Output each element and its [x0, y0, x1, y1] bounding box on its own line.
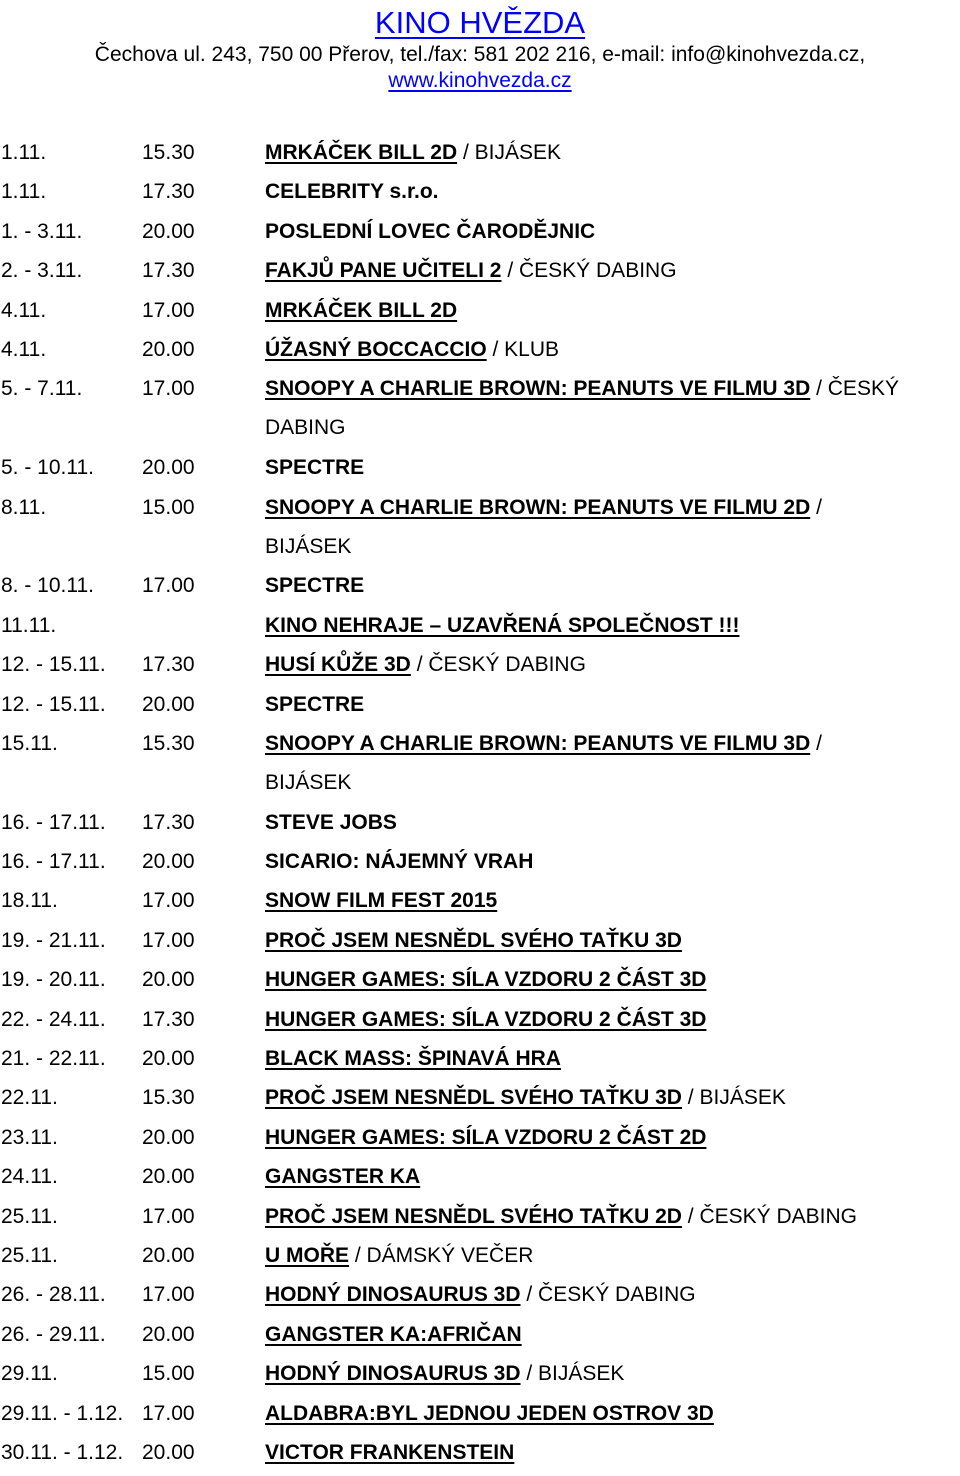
- film-entry: [265, 137, 561, 169]
- film-title: HODNÝ DINOSAURUS 3D: [265, 1362, 521, 1386]
- program-row: [0, 176, 960, 215]
- film-title: GANGSTER KA:AFRIČAN: [265, 1322, 522, 1346]
- film-title: SNOOPY A CHARLIE BROWN: PEANUTS VE FILMU 3D: [265, 377, 811, 401]
- screening-date: 11.11.: [1, 613, 57, 637]
- screening-date: 29.11. - 1.12.: [1, 1401, 124, 1425]
- film-title: HUNGER GAMES: SÍLA VZDORU 2 ČÁST 3D: [265, 968, 707, 992]
- screening-time: 17.00: [142, 928, 195, 952]
- screening-date: 19. - 20.11.: [1, 968, 106, 992]
- screening-date: 29.11.: [1, 1362, 58, 1386]
- film-note: / BIJÁSEK: [520, 1362, 625, 1386]
- film-note: / ČESKÝ DABING: [410, 653, 586, 677]
- program-row: [0, 1319, 960, 1358]
- film-title: HUNGER GAMES: SÍLA VZDORU 2 ČÁST 3D: [265, 1007, 707, 1031]
- film-note: / BIJÁSEK: [457, 141, 561, 164]
- film-title: CELEBRITY s.r.o.: [265, 180, 439, 204]
- screening-date: 25.11.: [1, 1243, 58, 1267]
- film-entry: [265, 570, 364, 602]
- film-entry: [265, 1437, 514, 1469]
- film-note-continued: BIJÁSEK: [265, 770, 352, 794]
- film-entry: [265, 1240, 533, 1272]
- screening-date: 1.11.: [1, 141, 47, 164]
- film-title: MRKÁČEK BILL 2D: [265, 141, 458, 164]
- program-row: [0, 925, 960, 964]
- film-title: POSLEDNÍ LOVEC ČARODĚJNIC: [265, 219, 596, 243]
- film-entry: [265, 295, 457, 327]
- screening-time: 20.00: [142, 1125, 195, 1149]
- screening-date: 15.11.: [1, 731, 58, 755]
- film-title: PROČ JSEM NESNĚDL SVÉHO TAŤKU 3D: [265, 1086, 682, 1110]
- screening-time: 17.30: [142, 1007, 195, 1031]
- film-note-continued: DABING: [265, 416, 346, 440]
- film-entry: [265, 1161, 420, 1193]
- film-title: STEVE JOBS: [265, 810, 397, 834]
- screening-date: 4.11.: [1, 298, 47, 322]
- film-note: / BIJÁSEK: [681, 1086, 786, 1110]
- film-entry: [265, 964, 706, 996]
- film-title: ALDABRA:BYL JEDNOU JEDEN OSTROV 3D: [265, 1401, 714, 1425]
- screening-time: 20.00: [142, 456, 195, 480]
- program-row: [0, 1398, 960, 1437]
- film-title: PROČ JSEM NESNĚDL SVÉHO TAŤKU 2D: [265, 1204, 682, 1228]
- page-header: [0, 4, 960, 94]
- screening-date: 5. - 10.11.: [1, 456, 95, 480]
- screening-date: 30.11. - 1.12.: [1, 1440, 124, 1464]
- screening-date: 18.11.: [1, 889, 58, 913]
- film-title: KINO NEHRAJE – UZAVŘENÁ SPOLEČNOST !!!: [265, 613, 740, 637]
- cinema-address: Čechova ul. 243, 750 00 Přerov, tel./fax: 581 202 216, e-mail: info@kinohvezda.cz,: [94, 43, 866, 66]
- film-title: HUNGER GAMES: SÍLA VZDORU 2 ČÁST 2D: [265, 1125, 707, 1149]
- screening-time: 17.30: [142, 180, 195, 204]
- screening-time: 17.00: [142, 1204, 195, 1228]
- screening-date: 12. - 15.11.: [1, 692, 106, 716]
- screening-date: 24.11.: [1, 1165, 58, 1189]
- film-entry: [265, 1004, 706, 1036]
- film-entry: [265, 373, 899, 444]
- screening-time: 17.00: [142, 298, 195, 322]
- cinema-title: KINO HVĚZDA: [374, 5, 586, 40]
- film-entry: [265, 255, 677, 287]
- film-entry: [265, 1043, 561, 1075]
- screening-date: 8. - 10.11.: [1, 574, 95, 598]
- film-title: SPECTRE: [265, 692, 365, 716]
- program-row: [0, 1240, 960, 1279]
- screening-date: 21. - 22.11.: [1, 1047, 106, 1071]
- program-row: [0, 570, 960, 609]
- program-row: [0, 1082, 960, 1121]
- program-row: [0, 1358, 960, 1397]
- program-row: [0, 807, 960, 846]
- film-title: FAKJŮ PANE UČITELI 2: [265, 259, 502, 283]
- program-row: [0, 1437, 960, 1476]
- screening-date: 5. - 7.11.: [1, 377, 83, 401]
- program-row: [0, 1161, 960, 1200]
- screening-time: 17.00: [142, 1401, 195, 1425]
- film-entry: [265, 334, 559, 366]
- program-row: [0, 610, 960, 649]
- screening-time: 20.00: [142, 1440, 195, 1464]
- screening-date: 26. - 28.11.: [1, 1283, 106, 1307]
- screening-time: 17.30: [142, 810, 195, 834]
- film-title: HODNÝ DINOSAURUS 3D: [265, 1283, 521, 1307]
- film-title: GANGSTER KA: [265, 1165, 421, 1189]
- screening-date: 1.11.: [1, 180, 47, 204]
- film-entry: [265, 925, 682, 957]
- film-title: SICARIO: NÁJEMNÝ VRAH: [265, 850, 534, 874]
- film-title: PROČ JSEM NESNĚDL SVÉHO TAŤKU 3D: [265, 928, 682, 952]
- screening-time: 17.00: [142, 574, 195, 598]
- film-entry: [265, 807, 397, 839]
- program-row: [0, 1004, 960, 1043]
- program-row: [0, 137, 960, 176]
- film-title: SNOW FILM FEST 2015: [265, 889, 498, 913]
- screening-time: 20.00: [142, 219, 195, 243]
- film-note: /: [810, 495, 822, 519]
- screening-date: 22.11.: [1, 1086, 58, 1110]
- screening-time: 15.00: [142, 495, 195, 519]
- film-note: /: [810, 731, 822, 755]
- screening-date: 23.11.: [1, 1125, 58, 1149]
- film-title: MRKÁČEK BILL 2D: [265, 298, 458, 322]
- screening-time: 17.00: [142, 1283, 195, 1307]
- film-entry: [265, 1358, 624, 1390]
- screening-time: 17.30: [142, 653, 195, 677]
- film-entry: [265, 649, 586, 681]
- screening-time: 15.00: [142, 1362, 195, 1386]
- screening-time: 15.30: [142, 1086, 195, 1110]
- program-row: [0, 689, 960, 728]
- screening-time: 20.00: [142, 1243, 195, 1267]
- film-title: SPECTRE: [265, 574, 365, 598]
- program-row: [0, 255, 960, 294]
- screening-time: 20.00: [142, 337, 195, 361]
- screening-date: 2. - 3.11.: [1, 259, 83, 283]
- program-row: [0, 1043, 960, 1082]
- program-row: [0, 649, 960, 688]
- screening-time: 20.00: [142, 1165, 195, 1189]
- program-row: [0, 846, 960, 885]
- screening-date: 8.11.: [1, 495, 47, 519]
- program-list: [0, 137, 960, 1476]
- program-row: [0, 728, 960, 807]
- program-row: [0, 452, 960, 491]
- screening-date: 25.11.: [1, 1204, 58, 1228]
- program-row: [0, 334, 960, 373]
- program-row: [0, 1201, 960, 1240]
- film-entry: [265, 216, 595, 248]
- website-link[interactable]: www.kinohvezda.cz: [388, 69, 572, 92]
- film-title: HUSÍ KŮŽE 3D: [265, 653, 411, 677]
- film-note: / ČESKÝ: [810, 377, 899, 401]
- film-entry: [265, 1122, 706, 1154]
- program-row: [0, 1279, 960, 1318]
- film-entry: [265, 689, 364, 721]
- film-entry: [265, 1398, 714, 1430]
- screening-date: 16. - 17.11.: [1, 810, 106, 834]
- program-row: [0, 1122, 960, 1161]
- screening-time: 20.00: [142, 968, 195, 992]
- screening-time: 15.30: [142, 141, 195, 164]
- film-entry: [265, 610, 739, 642]
- screening-time: 20.00: [142, 1322, 195, 1346]
- film-title: SPECTRE: [265, 456, 365, 480]
- film-entry: [265, 1082, 786, 1114]
- film-title: U MOŘE: [265, 1243, 349, 1267]
- film-title: SNOOPY A CHARLIE BROWN: PEANUTS VE FILMU 2D: [265, 495, 811, 519]
- film-note: / ČESKÝ DABING: [501, 259, 677, 283]
- film-entry: [265, 1201, 857, 1233]
- screening-date: 16. - 17.11.: [1, 850, 106, 874]
- film-title: SNOOPY A CHARLIE BROWN: PEANUTS VE FILMU 3D: [265, 731, 811, 755]
- screening-date: 19. - 21.11.: [1, 928, 106, 952]
- screening-date: 4.11.: [1, 337, 47, 361]
- film-entry: [265, 728, 822, 799]
- program-row: [0, 885, 960, 924]
- film-note: / DÁMSKÝ VEČER: [349, 1243, 534, 1267]
- film-entry: [265, 492, 822, 563]
- film-entry: [265, 1319, 522, 1351]
- film-note-continued: BIJÁSEK: [265, 534, 352, 558]
- film-entry: [265, 1279, 696, 1311]
- screening-time: 17.00: [142, 889, 195, 913]
- film-entry: [265, 846, 533, 878]
- screening-date: 12. - 15.11.: [1, 653, 106, 677]
- screening-date: 26. - 29.11.: [1, 1322, 106, 1346]
- program-row: [0, 373, 960, 452]
- film-entry: [265, 452, 364, 484]
- film-title: VICTOR FRANKENSTEIN: [265, 1440, 515, 1464]
- program-row: [0, 295, 960, 334]
- film-entry: [265, 885, 497, 917]
- screening-date: 22. - 24.11.: [1, 1007, 106, 1031]
- screening-time: 17.30: [142, 259, 195, 283]
- screening-date: 1. - 3.11.: [1, 219, 83, 243]
- program-row: [0, 216, 960, 255]
- program-row: [0, 492, 960, 571]
- screening-time: 20.00: [142, 692, 195, 716]
- film-note: / ČESKÝ DABING: [681, 1204, 858, 1228]
- screening-time: 20.00: [142, 850, 195, 874]
- film-title: BLACK MASS: ŠPINAVÁ HRA: [265, 1047, 561, 1071]
- film-note: / KLUB: [486, 337, 560, 361]
- film-note: / ČESKÝ DABING: [520, 1283, 696, 1307]
- film-title: ÚŽASNÝ BOCCACCIO: [265, 337, 487, 361]
- screening-time: 15.30: [142, 731, 195, 755]
- screening-time: 17.00: [142, 377, 195, 401]
- screening-time: 20.00: [142, 1047, 195, 1071]
- film-entry: [265, 176, 439, 208]
- program-row: [0, 964, 960, 1003]
